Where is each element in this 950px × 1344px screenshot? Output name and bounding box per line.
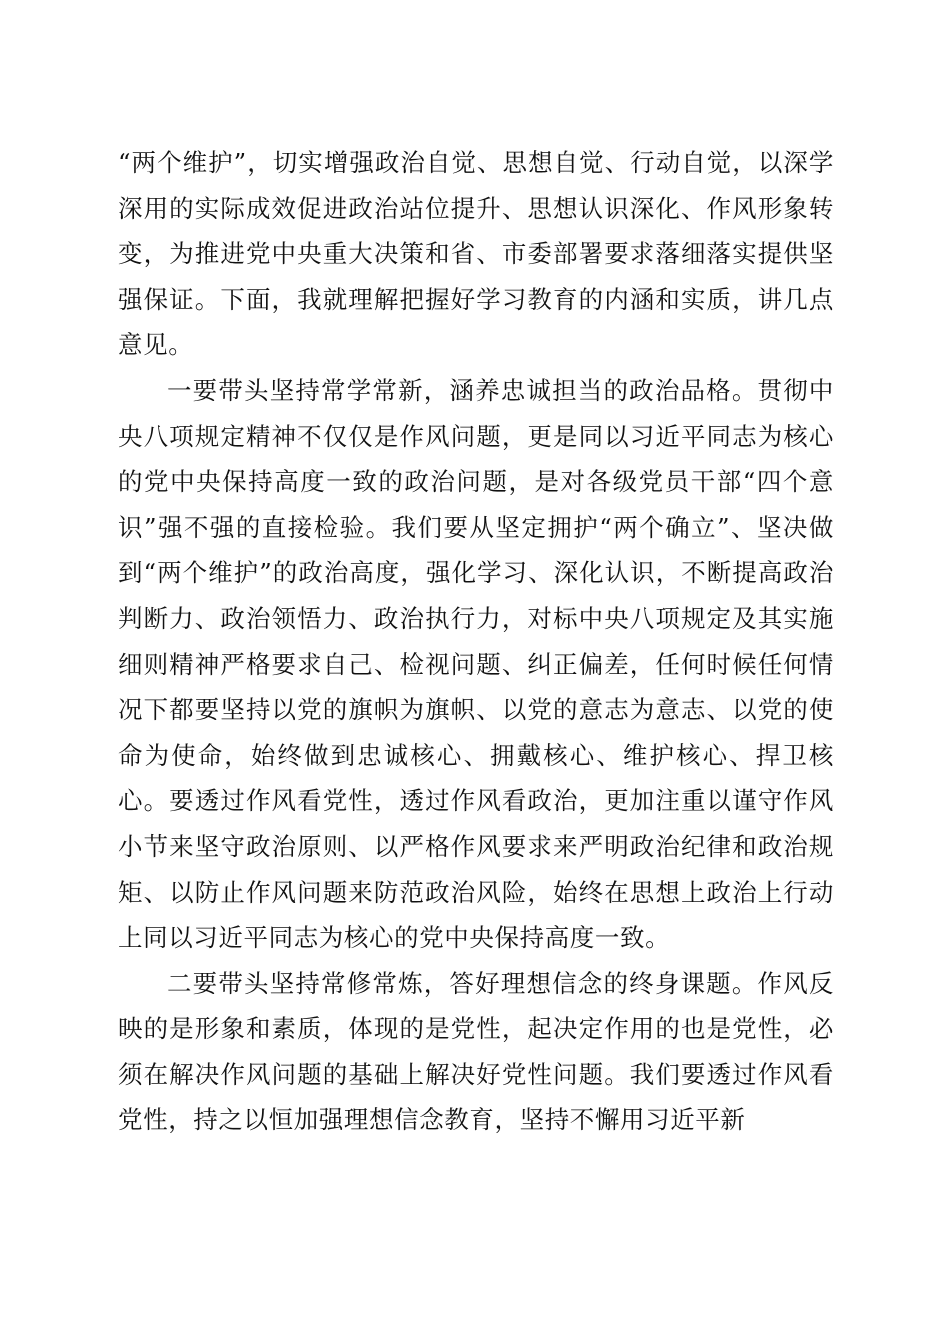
document-body: [118, 140, 834, 1143]
paragraph-point-two: 二要带头坚持常修常炼，答好理想信念的终身课题。作风反映的是形象和素质，体现的是党性，起决定作用的也是党性，必须在解决作风问题的基础上解决好党性问题。我们要透过作风看党性，持之以恒加强理想信念教育，坚持不懈用习近平新: [118, 968, 834, 1135]
paragraph-point-one: 一要带头坚持常学常新，涵养忠诚担当的政治品格。贯彻中央八项规定精神不仅仅是作风问题，更是同以习近平同志为核心的党中央保持高度一致的政治问题，是对各级党员干部“四个意识”强不强的直接检验。我们要从坚定拥护“两个确立”、坚决做到“两个维护”的政治高度，强化学习、深化认识，不断提高政治判断力、政治领悟力、政治执行力，对标中央八项规定及其实施细则精神严格要求自己、检视问题、纠正偏差，任何时候任何情况下都要坚持以党的旗帜为旗帜、以党的意志为意志、以党的使命为使命，始终做到忠诚核心、拥戴核心、维护核心、捍卫核心。要透过作风看党性，透过作风看政治，更加注重以谨守作风小节来坚守政治原则、以严格作风要求来严明政治纪律和政治规矩、以防止作风问题来防范政治风险，始终在思想上政治上行动上同以习近平同志为核心的党中央保持高度一致。: [118, 375, 834, 953]
paragraph-continuation: “两个维护”，切实增强政治自觉、思想自觉、行动自觉，以深学深用的实际成效促进政治站位提升、思想认识深化、作风形象转变，为推进党中央重大决策和省、市委部署要求落细落实提供坚强保证。下面，我就理解把握好学习教育的内涵和实质，讲几点意见。: [118, 148, 834, 360]
